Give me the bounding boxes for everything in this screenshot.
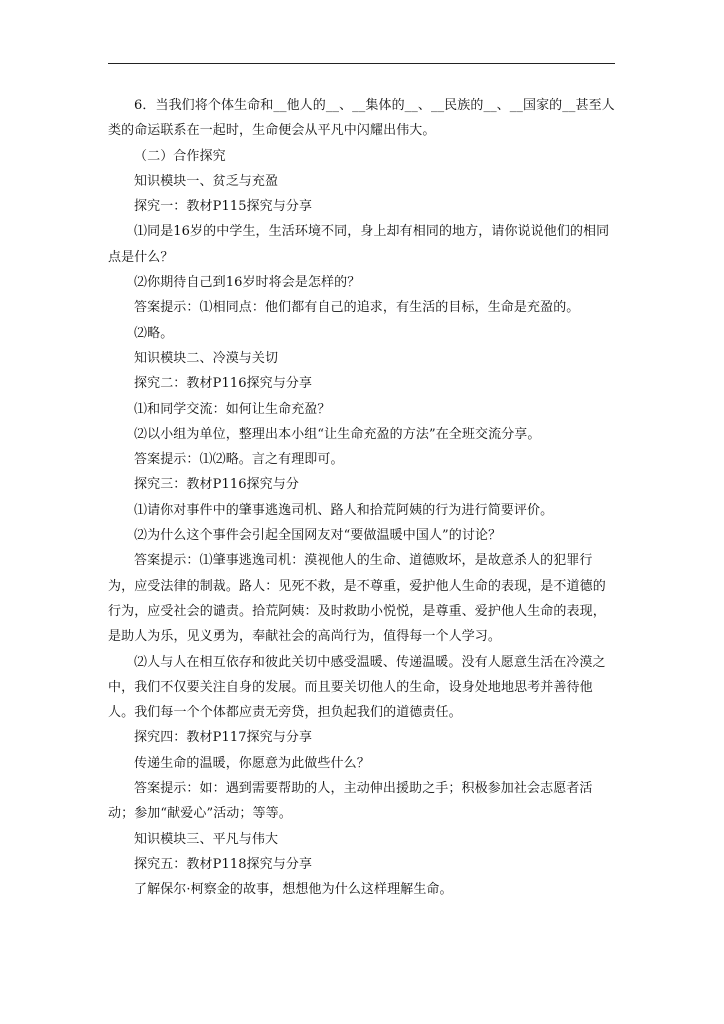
header-rule xyxy=(108,63,615,64)
question-1-1: ⑴同是16岁的中学生，生活环境不同，身上却有相同的地方，请你说说他们的相同点是什么？ xyxy=(108,224,610,265)
answer-hint-3-2: ⑵人与人在相互依存和彼此关切中感受温暖、传递温暖。没有人愿意生活在冷漠之中，我们不仅要关注自身的发展。而且要关切他人的生命，设身处地地思考并善待他人。我们每一个个体都应责无旁贷，担负起我们的道德责任。 xyxy=(108,654,606,721)
document-body xyxy=(108,93,615,903)
question-2-1: ⑴和同学交流：如何让生命充盈？ xyxy=(134,401,331,417)
inquiry-heading-5: 探究五：教材P118探究与分享 xyxy=(134,856,313,872)
module-heading-2: 知识模块二、冷漠与关切 xyxy=(134,350,279,366)
inquiry-heading-3: 探究三：教材P116探究与分 xyxy=(134,477,299,493)
question-3-2: ⑵为什么这个事件会引起全国网友对“要做温暖中国人”的讨论？ xyxy=(134,528,502,544)
answer-hint-1: 答案提示：⑴相同点：他们都有自己的追求，有生活的目标，生命是充盈的。 xyxy=(134,300,580,316)
section-heading-cooperative-inquiry: （二）合作探究 xyxy=(134,148,226,164)
inquiry-heading-4: 探究四：教材P117探究与分享 xyxy=(134,730,313,746)
answer-hint-3-1: 答案提示：⑴肇事逃逸司机：漠视他人的生命、道德败坏，是故意杀人的犯罪行为，应受法律的制裁。路人：见死不救，是不尊重，爱护他人生命的表现，是不道德的行为，应受社会的谴责。拾荒阿姨：及时救助小悦悦，是尊重、爱护他人生命的表现，是助人为乐，见义勇为，奉献社会的高尚行为，值得每一个人学习。 xyxy=(108,553,606,645)
question-3-1: ⑴请你对事件中的肇事逃逸司机、路人和拾荒阿姨的行为进行简要评价。 xyxy=(134,502,554,518)
answer-hint-4: 答案提示：如：遇到需要帮助的人，主动伸出援助之手；积极参加社会志愿者活动；参加“献爱心”活动；等等。 xyxy=(108,781,593,822)
inquiry-heading-1: 探究一：教材P115探究与分享 xyxy=(134,199,313,215)
question-1-2: ⑵你期待自己到16岁时将会是怎样的？ xyxy=(134,275,361,291)
module-heading-1: 知识模块一、贫乏与充盈 xyxy=(134,173,279,189)
inquiry-heading-2: 探究二：教材P116探究与分享 xyxy=(134,376,313,392)
question-4: 传递生命的温暖，你愿意为此做些什么？ xyxy=(134,755,370,771)
paragraph-fill-blank-6: 6．当我们将个体生命和__他人的__、__集体的__、__民族的__、__国家的__甚至人类的命运联系在一起时，生命便会从平凡中闪耀出伟大。 xyxy=(108,98,615,139)
question-2-2: ⑵以小组为单位，整理出本小组“让生命充盈的方法”在全班交流分享。 xyxy=(134,426,541,442)
module-heading-3: 知识模块三、平凡与伟大 xyxy=(134,831,279,847)
question-5: 了解保尔·柯察金的故事，想想他为什么这样理解生命。 xyxy=(134,882,453,898)
answer-hint-2: 答案提示：⑴⑵略。言之有理即可。 xyxy=(134,452,344,468)
answer-hint-1-2: ⑵略。 xyxy=(134,325,174,341)
